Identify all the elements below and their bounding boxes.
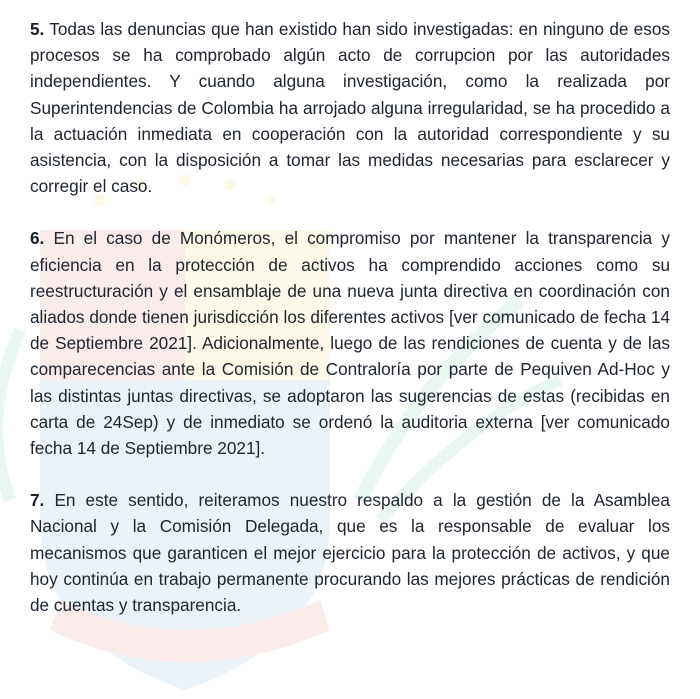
paragraph-5 <box>30 16 670 199</box>
paragraph-number: 7. <box>30 490 45 511</box>
paragraph-text: En este sentido, reiteramos nuestro respaldo a la gestión de la Asamblea Nacional y la Comisión Delegada, que es la responsable de evaluar los mecanismos que garanticen el mejor ejercicio para la protección de activos, y que hoy continúa en trabajo permanente procurando las mejores prácticas de rendición de cuentas y transparencia. <box>30 490 670 616</box>
paragraph-number: 5. <box>30 19 45 39</box>
paragraph-text: En el caso de Monómeros, el compromiso por mantener la transparencia y eficiencia en la protección de activos ha comprendido acciones como su reestructuración y el ensamblaje de una nueva junta directiva en coordinación con aliados donde tienen jurisdicción los diferentes activos [ver comunicado de fecha 14 de Septiembre 2021]. Adicionalmente, luego de las rendiciones de cuenta y de las comparecencias ante la Comisión de Contraloría por parte de Pequiven Ad-Hoc y las distintas juntas directivas, se adoptaron las sugerencias de estas (recibidas en carta de 24Sep) y de inmediato se ordenó la auditoria externa [ver comunicado fecha 14 de Septiembre 2021]. <box>30 228 670 459</box>
paragraph-7 <box>30 487 670 618</box>
paragraph-6 <box>30 225 670 461</box>
paragraph-number: 6. <box>30 228 45 249</box>
paragraph-text: Todas las denuncias que han existido han sido investigadas: en ninguno de esos procesos se ha comprobado algún acto de corrupcion por las autoridades independientes. Y cuando alguna investigación, como la realizada por Superintendencias de Colombia ha arrojado alguna irregularidad, se ha procedido a la actuación inmediata en cooperación con la autoridad correspondiente y su asistencia, con la disposición a tomar las medidas necesarias para esclarecer y corregir el caso. <box>30 19 670 197</box>
